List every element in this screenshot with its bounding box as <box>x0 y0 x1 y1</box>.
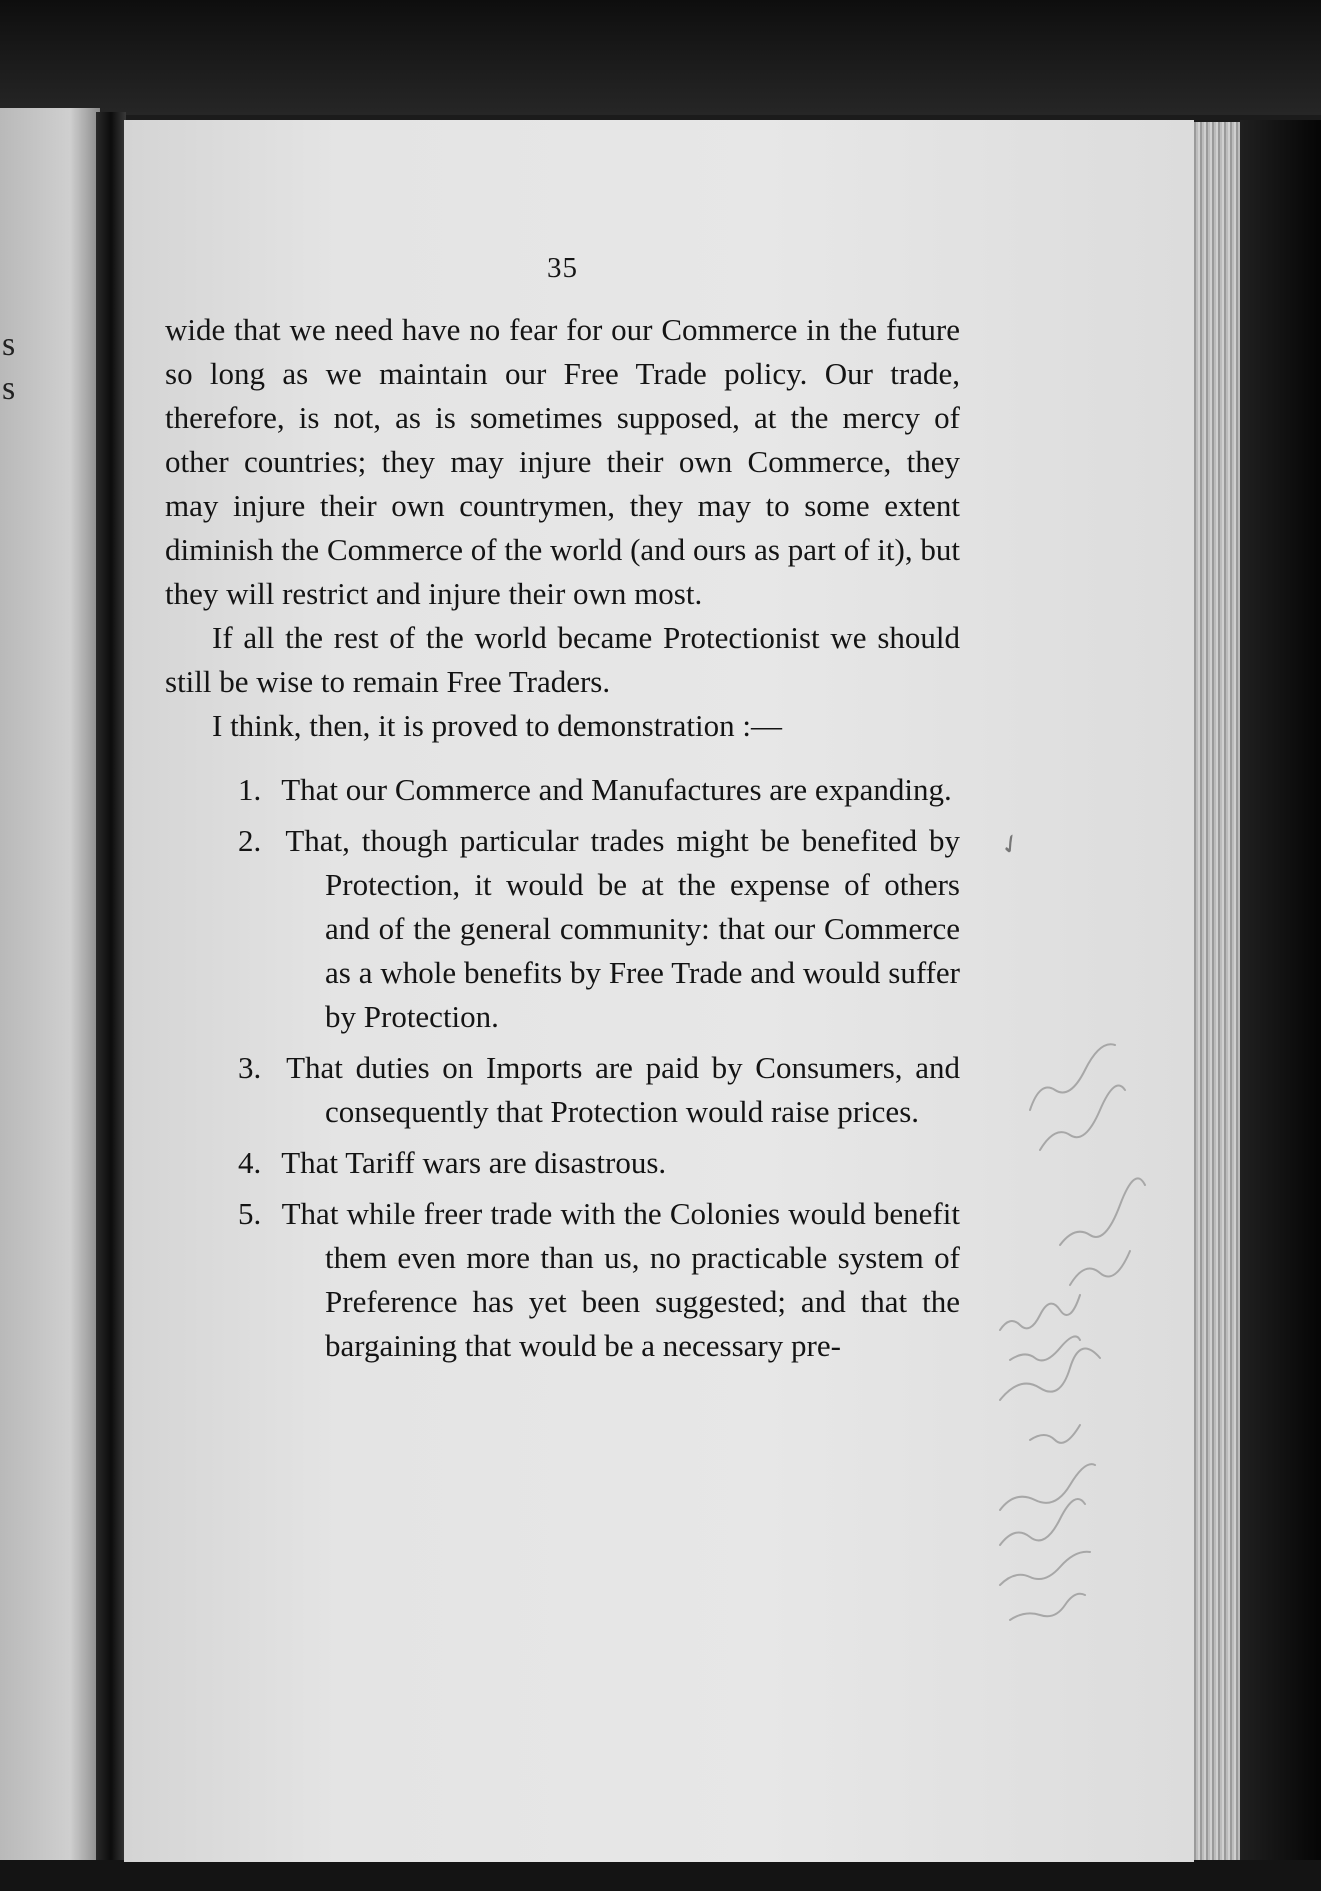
paragraph: wide that we need have no fear for our Commerce in the future so long as we maintain our Free Trade policy. Our trade, therefore, is not, as is sometimes supposed, at the mercy of other countries; they may injure their own Commerce, they may injure their own countrymen, they may to some extent diminish the Commerce of the world (and ours as part of it), but they will restrict and injure their own most. <box>165 312 960 611</box>
list-item-text: That duties on Imports are paid by Consumers, and consequently that Protection would raise prices. <box>286 1050 960 1129</box>
pencil-check-mark: ✓ <box>993 826 1028 863</box>
facing-page-edge <box>0 108 100 1878</box>
scan-bottom-background <box>0 1860 1321 1891</box>
list-item-number: 5. <box>238 1196 262 1231</box>
list-item <box>165 768 960 812</box>
list-item <box>165 1046 960 1134</box>
paragraph: I think, then, it is proved to demonstration :— <box>212 708 782 743</box>
page-number: 35 <box>547 252 578 284</box>
list-item-text: That Tariff wars are disastrous. <box>281 1145 667 1180</box>
conclusions-list <box>165 768 960 1368</box>
list-item-number: 2. <box>238 823 262 858</box>
list-item-text: That while freer trade with the Colonies would benefit them even more than us, no practicable system of Preference has yet been suggested; and that the bargaining that would be a necessary pre- <box>281 1196 960 1363</box>
scan-top-background <box>0 0 1321 115</box>
facing-page-fragment: s <box>2 326 16 363</box>
list-item-text: That, though particular trades might be benefited by Protection, it would be at the expense of others and of the general community: that our Commerce as a whole benefits by Free Trade and would suffer by Protection. <box>285 823 960 1034</box>
book-gutter <box>96 112 126 1877</box>
list-item <box>165 1192 960 1368</box>
list-item <box>165 819 960 1039</box>
list-item-number: 1. <box>238 772 262 807</box>
book-shadow <box>1240 120 1321 1891</box>
list-item-number: 3. <box>238 1050 262 1085</box>
paragraph: If all the rest of the world became Protectionist we should still be wise to remain Free Traders. <box>165 620 960 699</box>
page-edges <box>1192 122 1242 1862</box>
pencil-marginalia <box>990 1000 1190 1640</box>
page-body <box>165 308 960 1375</box>
list-item-text: That our Commerce and Manufactures are expanding. <box>281 772 952 807</box>
list-item <box>165 1141 960 1185</box>
facing-page-fragment: s <box>2 370 16 407</box>
list-item-number: 4. <box>238 1145 262 1180</box>
